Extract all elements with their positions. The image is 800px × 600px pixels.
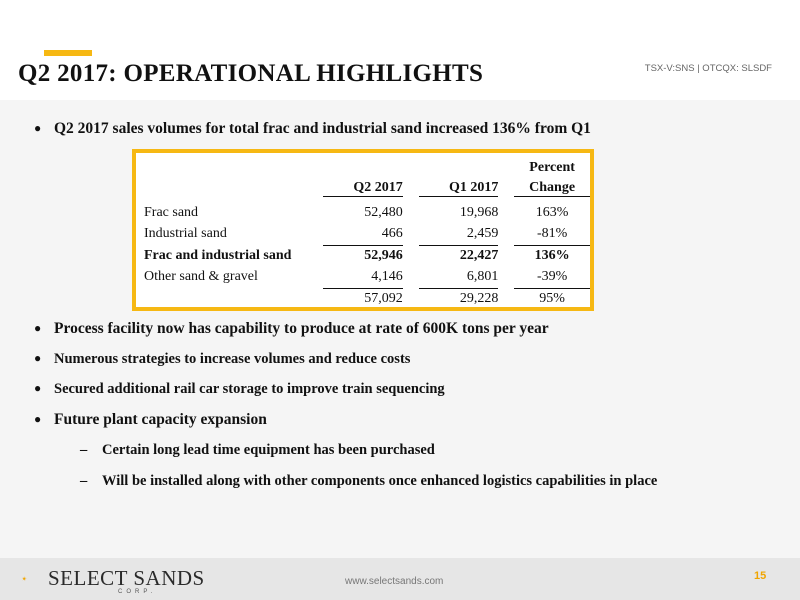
page-number: 15 xyxy=(754,570,767,582)
sub-bullet-text: Certain long lead time equipment has been purchased xyxy=(102,442,435,458)
bullet-text: Secured additional rail car storage to improve train sequencing xyxy=(54,381,445,397)
volumes-table xyxy=(144,158,590,310)
row-label: Other sand & gravel xyxy=(144,269,258,285)
sub-bullet-item xyxy=(80,473,657,490)
column-header-percent: Percent xyxy=(529,160,575,175)
dash-icon: – xyxy=(80,473,88,489)
bullet-item xyxy=(34,381,445,398)
cell-pct: 163% xyxy=(535,205,569,220)
bullet-icon: ● xyxy=(34,381,42,395)
bullet-text: Future plant capacity expansion xyxy=(54,411,267,428)
bullet-icon: ● xyxy=(34,121,42,135)
column-header-q1: Q1 2017 xyxy=(419,176,499,197)
table-row xyxy=(144,267,590,289)
bullet-item xyxy=(34,411,267,429)
volumes-table-box xyxy=(132,149,594,311)
sub-bullet-item xyxy=(80,442,435,459)
sub-bullet-text: Will be installed along with other components once enhanced logistics capabilities in place xyxy=(102,473,658,489)
cell-q2: 4,146 xyxy=(371,269,403,284)
bullet-icon: ● xyxy=(34,351,42,365)
column-header-change: Change xyxy=(514,176,590,197)
row-label: Industrial sand xyxy=(144,226,227,242)
row-label: Frac sand xyxy=(144,205,199,220)
cell-q1: 29,228 xyxy=(419,288,499,310)
cell-q1: 6,801 xyxy=(466,269,499,284)
cell-q1: 22,427 xyxy=(419,245,499,267)
bullet-text: Numerous strategies to increase volumes and reduce costs xyxy=(54,351,411,367)
bullet-icon: ● xyxy=(34,321,42,335)
cell-pct: 136% xyxy=(514,245,590,267)
cell-q1: 19,968 xyxy=(459,205,499,220)
ticker-symbols: TSX-V:SNS | OTCQX: SLSDF xyxy=(644,63,772,74)
bullet-item xyxy=(34,320,549,338)
table-row xyxy=(144,203,590,224)
cell-q2: 466 xyxy=(381,226,403,241)
cell-pct: 95% xyxy=(514,288,590,310)
bullet-text: Q2 2017 sales volumes for total frac and industrial sand increased 136% from Q1 xyxy=(54,120,591,137)
logo-wordmark: SELECT SANDS xyxy=(48,566,205,590)
cell-q2: 52,946 xyxy=(323,245,403,267)
bullet-item xyxy=(34,351,410,368)
dash-icon: – xyxy=(80,442,88,458)
column-header-q2: Q2 2017 xyxy=(323,176,403,197)
cell-q2: 57,092 xyxy=(323,288,403,310)
bullet-icon: ● xyxy=(34,412,42,426)
bullet-text: Process facility now has capability to produce at rate of 600K tons per year xyxy=(54,320,549,337)
cell-pct: -39% xyxy=(536,269,568,284)
table-row xyxy=(144,288,590,310)
row-label: Frac and industrial sand xyxy=(144,247,292,263)
cell-pct: -81% xyxy=(536,226,568,241)
cell-q2: 52,480 xyxy=(364,205,403,220)
website-url[interactable]: www.selectsands.com xyxy=(345,576,444,587)
row-label xyxy=(144,288,323,310)
logo-subtext: CORP. xyxy=(118,589,157,595)
slide-title: Q2 2017: OPERATIONAL HIGHLIGHTS xyxy=(18,60,484,87)
cell-q1: 2,459 xyxy=(466,226,499,241)
table-row xyxy=(144,224,590,246)
table-row xyxy=(144,245,590,267)
bullet-item xyxy=(34,120,591,138)
title-accent-bar xyxy=(44,50,92,56)
